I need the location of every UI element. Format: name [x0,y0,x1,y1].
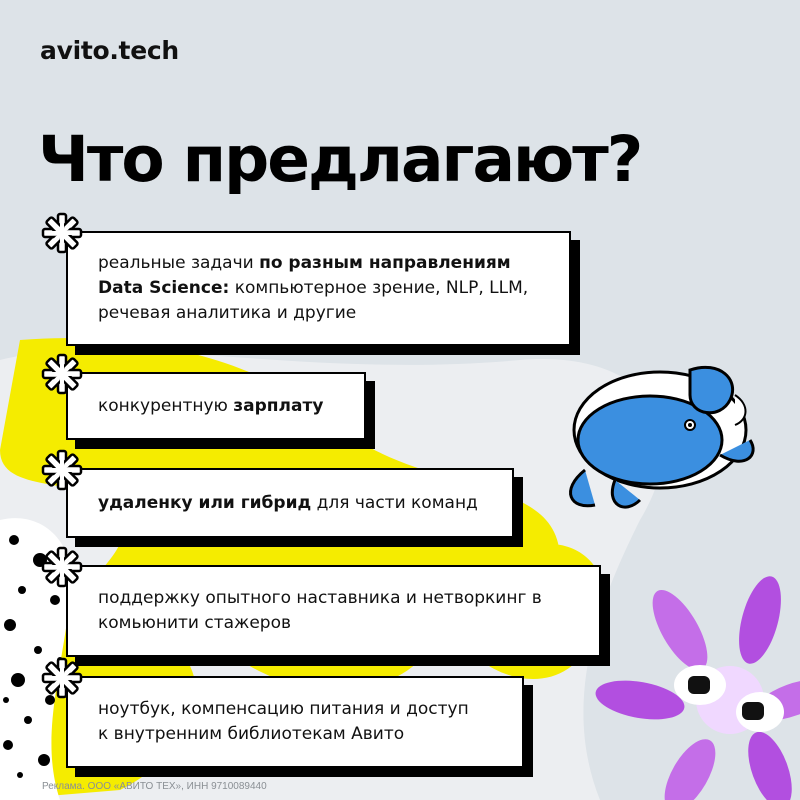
asterisk-icon [40,545,84,594]
ad-disclaimer: Реклама. ООО «АВИТО ТЕХ», ИНН 9710089440 [42,781,267,792]
body-text: ноутбук, компенсацию питания и доступ [98,699,469,719]
asterisk-icon [40,448,84,497]
asterisk-icon [40,656,84,705]
body-text: конкурентную [98,395,234,416]
body-text: компьютерное зрение, NLP, LLM, [229,278,529,298]
highlight-text: зарплату [233,395,324,416]
avito-tech-logo: avito.tech [40,36,179,65]
body-text: к внутренним библиотекам Авито [98,724,405,744]
highlight-text: по разным направлениям [259,253,511,273]
offer-card [66,565,611,667]
body-text: реальные задачи [98,253,260,273]
offer-card-text [66,468,514,538]
highlight-text: Data Science: [98,278,230,298]
offer-card-text [66,676,524,768]
body-text: для части команд [311,492,478,513]
body-text: комьюнити стажеров [98,613,291,633]
offer-card [66,231,581,356]
flower-decoration [593,572,800,800]
asterisk-icon [40,211,84,260]
body-text: поддержку опытного наставника и нетворкинг в [98,588,542,608]
asterisk-icon [40,352,84,401]
offer-card [66,468,524,548]
body-text: речевая аналитика и другие [98,303,357,323]
offer-card-text [66,231,571,346]
offer-card-text [66,565,601,657]
highlight-text: удаленку или гибрид [98,492,312,513]
offer-card [66,676,534,778]
page-title: Что предлагают? [38,123,642,196]
offer-card [66,372,376,450]
offer-card-text [66,372,366,440]
